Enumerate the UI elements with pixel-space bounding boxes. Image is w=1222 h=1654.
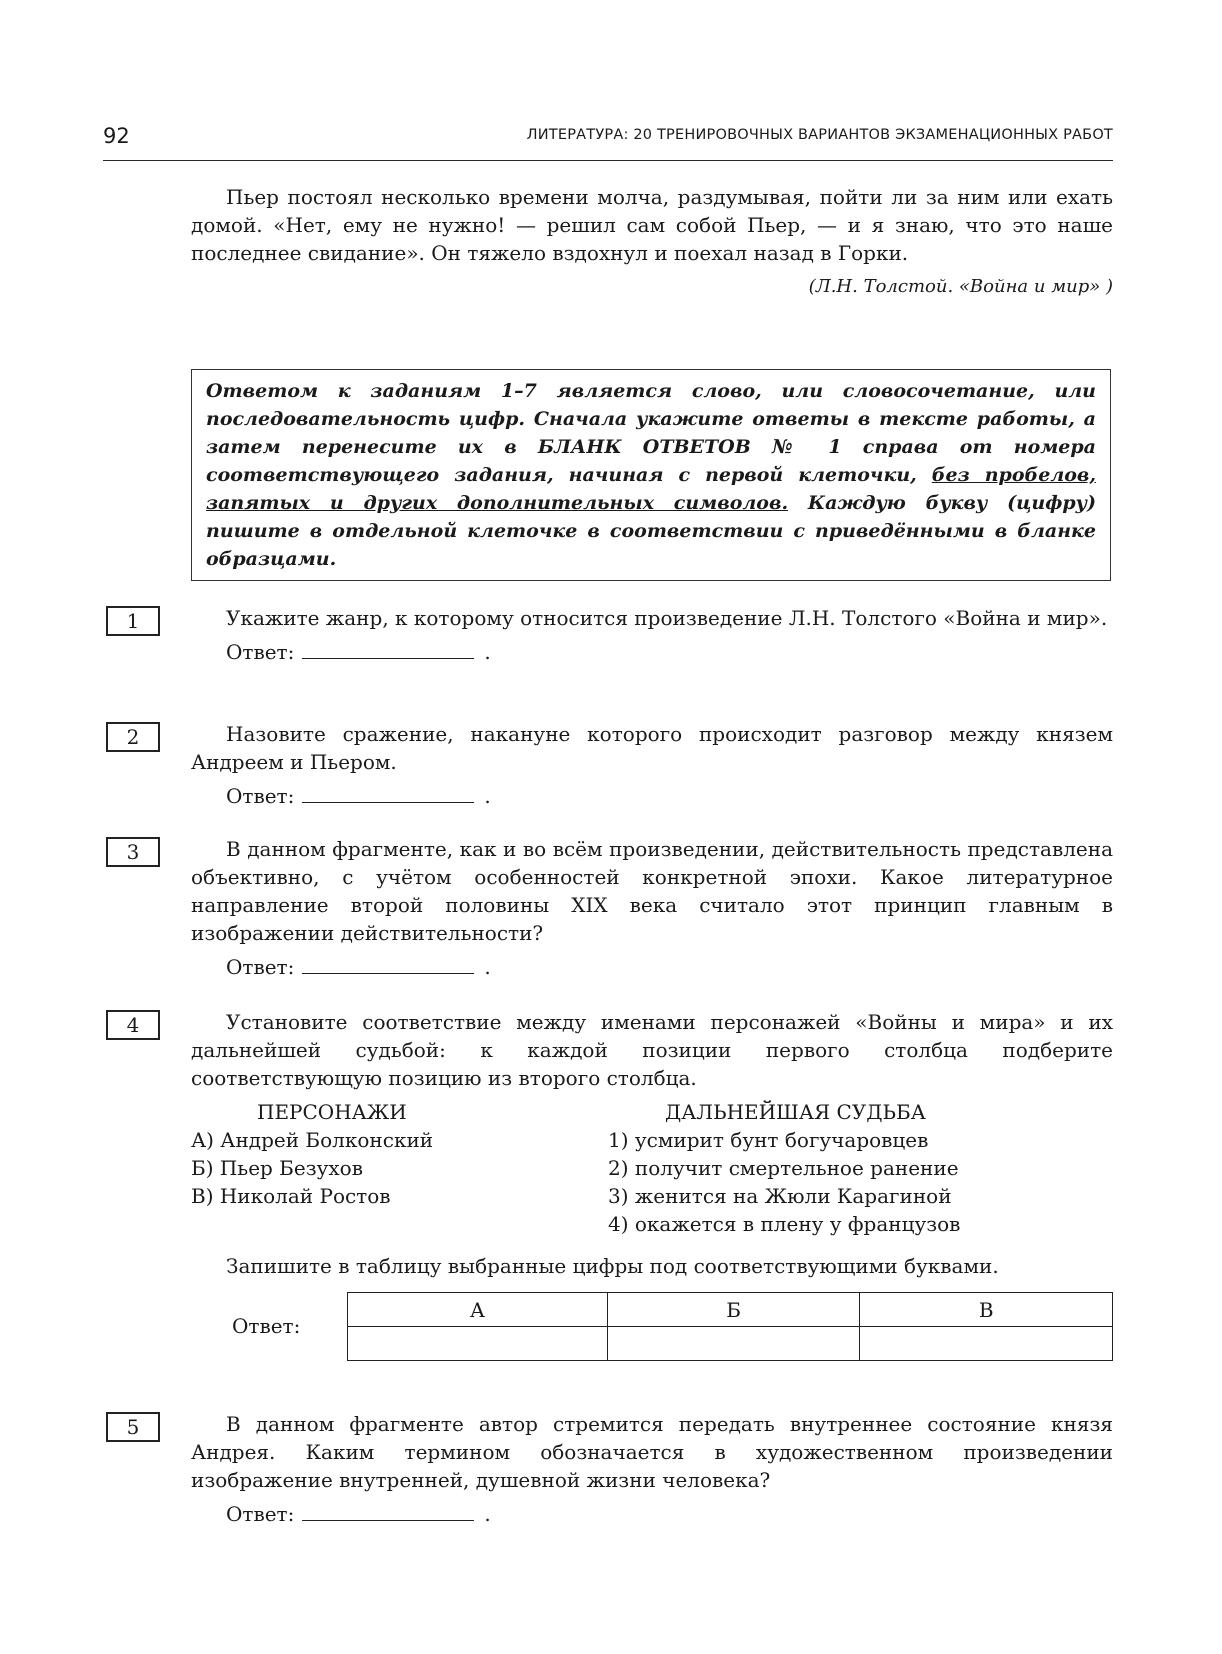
answer-line: Ответ: . bbox=[226, 955, 491, 979]
task-1 bbox=[106, 604, 1113, 666]
task-2 bbox=[106, 720, 1113, 810]
citation-source: (Л.Н. Толстой. «Война и мир» ) bbox=[808, 276, 1113, 297]
answer-label: Ответ: bbox=[226, 955, 295, 979]
task-question: Укажите жанр, к которому относится произведение Л.Н. Толстого «Война и мир». bbox=[226, 606, 1108, 630]
task-number-box: 2 bbox=[106, 722, 160, 752]
fate-header: ДАЛЬНЕЙШАЯ СУДЬБА bbox=[665, 1100, 926, 1124]
instructions-box bbox=[191, 369, 1111, 581]
characters-column bbox=[191, 1098, 551, 1210]
task-question: В данном фрагменте, как и во всём произведении, действительность представлена объективно, с учётом особенностей конкретной эпохи. Какое литературное направление второй половины XIX века считало этот принцип главным в изображении действительности? bbox=[191, 837, 1113, 945]
answer-line: Ответ: . bbox=[226, 640, 491, 664]
task-5 bbox=[106, 1410, 1113, 1528]
answer-table-area bbox=[106, 1292, 1113, 1370]
task-question: Назовите сражение, накануне которого происходит разговор между князем Андреем и Пьером. bbox=[191, 722, 1113, 774]
answer-blank[interactable] bbox=[302, 640, 474, 659]
instructions-part2: Каждую букву (цифру) пишите в отдельной клеточке в соответствии с приведёнными в бланке образцами. bbox=[206, 492, 1096, 570]
task-question: Установите соответствие между именами персонажей «Войны и мира» и их дальнейшей судьбой: к каждой позиции первого столбца подберите соответствующую позицию из второго столбца. bbox=[191, 1010, 1113, 1090]
answer-label: Ответ: bbox=[226, 640, 295, 664]
task-number-box: 1 bbox=[106, 606, 160, 636]
character-item: Б) Пьер Безухов bbox=[191, 1156, 363, 1180]
character-item: В) Николай Ростов bbox=[191, 1184, 391, 1208]
answer-line: Ответ: . bbox=[226, 1502, 491, 1526]
characters-header: ПЕРСОНАЖИ bbox=[257, 1100, 407, 1124]
matching-columns bbox=[191, 1098, 1113, 1248]
answer-label: Ответ: bbox=[226, 784, 295, 808]
task-number-box: 5 bbox=[106, 1412, 160, 1442]
answer-blank[interactable] bbox=[302, 1502, 474, 1521]
instructions-underlined: без пробелов, запятых и других дополнительных символов. bbox=[206, 464, 1096, 514]
intro-paragraph: Пьер постоял несколько времени молча, раздумывая, пойти ли за ним или ехать домой. «Нет, ему не нужно! — решил сам собой Пьер, — и я знаю, что это наше последнее свидание». Он тяжело вздохнул и поехал назад в Горки. bbox=[191, 185, 1113, 265]
table-header-a: А bbox=[348, 1293, 608, 1327]
answer-cell-b[interactable] bbox=[607, 1327, 860, 1361]
task-number-box: 3 bbox=[106, 837, 160, 867]
answer-label: Ответ: bbox=[232, 1314, 301, 1338]
answer-label: Ответ: bbox=[226, 1502, 295, 1526]
task-4 bbox=[106, 1008, 1113, 1370]
table-instruction: Запишите в таблицу выбранные цифры под соответствующими буквами. bbox=[226, 1254, 999, 1278]
table-header-b: Б bbox=[607, 1293, 860, 1327]
running-title: ЛИТЕРАТУРА: 20 ТРЕНИРОВОЧНЫХ ВАРИАНТОВ ЭКЗАМЕНАЦИОННЫХ РАБОТ bbox=[526, 127, 1113, 143]
character-item: А) Андрей Болконский bbox=[191, 1128, 434, 1152]
task-question: В данном фрагменте автор стремится передать внутреннее состояние князя Андрея. Каким термином обозначается в художественном произведении изображение внутренней, душевной жизни человека? bbox=[191, 1412, 1113, 1492]
page-header bbox=[103, 124, 1113, 161]
table-header-v: В bbox=[860, 1293, 1113, 1327]
answer-table bbox=[347, 1292, 1113, 1361]
answer-blank[interactable] bbox=[302, 955, 474, 974]
intro-passage bbox=[191, 183, 1113, 267]
page-number: 92 bbox=[103, 124, 130, 148]
task-3 bbox=[106, 835, 1113, 981]
fate-item: 3) женится на Жюли Карагиной bbox=[608, 1184, 952, 1208]
fate-item: 1) усмирит бунт богучаровцев bbox=[608, 1128, 929, 1152]
answer-cell-a[interactable] bbox=[348, 1327, 608, 1361]
answer-line: Ответ: . bbox=[226, 784, 491, 808]
fate-item: 4) окажется в плену у французов bbox=[608, 1212, 961, 1236]
answer-blank[interactable] bbox=[302, 784, 474, 803]
instructions-part1: Ответом к заданиям 1–7 является слово, или словосочетание, или последовательность цифр. Сначала укажите ответы в тексте работы, а затем перенесите их в БЛАНК ОТВЕТОВ № 1 справа от номера соответствующего задания, начиная с первой клеточки, bbox=[206, 380, 1096, 486]
fate-item: 2) получит смертельное ранение bbox=[608, 1156, 959, 1180]
answer-cell-v[interactable] bbox=[860, 1327, 1113, 1361]
task-number-box: 4 bbox=[106, 1010, 160, 1040]
fate-column bbox=[608, 1098, 1108, 1238]
